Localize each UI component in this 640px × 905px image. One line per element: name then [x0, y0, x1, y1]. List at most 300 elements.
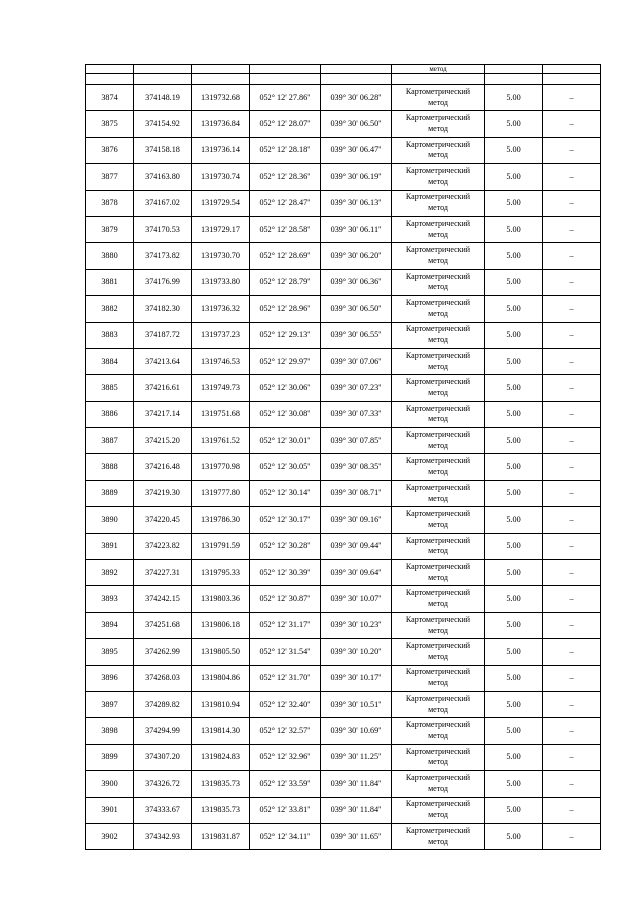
method-line-2: метод	[428, 572, 448, 582]
longitude-cell: 039° 30' 09.64"	[321, 560, 392, 586]
accuracy-cell: 5.00	[485, 322, 543, 348]
method-cell	[392, 401, 485, 427]
method-line-1: Картометрический	[405, 614, 471, 624]
latitude-cell: 052° 12' 28.47"	[250, 190, 321, 216]
point-number-cell: 3901	[86, 797, 134, 823]
method-cell: метод	[392, 65, 485, 74]
method-line-2: метод	[428, 493, 448, 503]
accuracy-cell: 5.00	[485, 296, 543, 322]
latitude-cell	[250, 65, 321, 74]
note-cell: –	[543, 164, 601, 190]
note-cell: –	[543, 533, 601, 559]
note-cell: –	[543, 612, 601, 638]
blank-cell	[543, 74, 601, 85]
point-number-cell: 3886	[86, 401, 134, 427]
blank-cell	[485, 74, 543, 85]
latitude-cell: 052° 12' 28.79"	[250, 269, 321, 295]
longitude-cell: 039° 30' 10.20"	[321, 639, 392, 665]
method-line-2: метод	[428, 836, 448, 846]
method-cell	[392, 322, 485, 348]
table-row	[86, 269, 601, 295]
method-cell	[392, 533, 485, 559]
method-line-1: Картометрический	[405, 746, 471, 756]
method-line-2: метод	[428, 335, 448, 345]
longitude-cell: 039° 30' 11.84"	[321, 797, 392, 823]
method-line-2: метод	[428, 651, 448, 661]
method-cell	[392, 85, 485, 111]
latitude-cell: 052° 12' 32.96"	[250, 744, 321, 770]
note-cell: –	[543, 797, 601, 823]
x-coordinate-cell: 374251.68	[134, 612, 192, 638]
method-line-2: метод	[428, 124, 448, 134]
method-cell	[392, 507, 485, 533]
longitude-cell: 039° 30' 08.71"	[321, 480, 392, 506]
method-cell	[392, 612, 485, 638]
longitude-cell: 039° 30' 06.36"	[321, 269, 392, 295]
longitude-cell: 039° 30' 10.69"	[321, 718, 392, 744]
point-number-cell: 3877	[86, 164, 134, 190]
latitude-cell: 052° 12' 30.08"	[250, 401, 321, 427]
latitude-cell: 052° 12' 30.87"	[250, 586, 321, 612]
y-coordinate-cell: 1319835.73	[192, 771, 250, 797]
point-number-cell: 3896	[86, 665, 134, 691]
latitude-cell: 052° 12' 28.96"	[250, 296, 321, 322]
accuracy-cell: 5.00	[485, 507, 543, 533]
method-cell	[392, 639, 485, 665]
method-cell	[392, 269, 485, 295]
y-coordinate-cell: 1319736.14	[192, 137, 250, 163]
accuracy-cell: 5.00	[485, 797, 543, 823]
longitude-cell: 039° 30' 11.65"	[321, 823, 392, 849]
table-row	[86, 216, 601, 242]
note-cell: –	[543, 771, 601, 797]
table-row	[86, 507, 601, 533]
latitude-cell: 052° 12' 30.05"	[250, 454, 321, 480]
method-line-1: Картометрический	[405, 535, 471, 545]
accuracy-cell: 5.00	[485, 137, 543, 163]
latitude-cell: 052° 12' 30.01"	[250, 428, 321, 454]
point-number-cell: 3875	[86, 111, 134, 137]
accuracy-cell: 5.00	[485, 216, 543, 242]
accuracy-cell: 5.00	[485, 428, 543, 454]
table-row	[86, 296, 601, 322]
method-line-1: Картометрический	[405, 113, 471, 123]
y-coordinate-cell: 1319733.80	[192, 269, 250, 295]
method-cell	[392, 296, 485, 322]
method-line-2: метод	[428, 256, 448, 266]
table-row	[86, 533, 601, 559]
note-cell: –	[543, 296, 601, 322]
longitude-cell: 039° 30' 10.23"	[321, 612, 392, 638]
note-cell: –	[543, 401, 601, 427]
note-cell: –	[543, 243, 601, 269]
longitude-cell: 039° 30' 06.47"	[321, 137, 392, 163]
longitude-cell: 039° 30' 09.16"	[321, 507, 392, 533]
point-number-cell: 3888	[86, 454, 134, 480]
longitude-cell: 039° 30' 07.33"	[321, 401, 392, 427]
x-coordinate-cell: 374223.82	[134, 533, 192, 559]
blank-cell	[321, 74, 392, 85]
y-coordinate-cell: 1319791.59	[192, 533, 250, 559]
method-line-2: метод	[428, 282, 448, 292]
longitude-cell: 039° 30' 09.44"	[321, 533, 392, 559]
y-coordinate-cell: 1319761.52	[192, 428, 250, 454]
method-line-1: Картометрический	[405, 773, 471, 783]
method-line-2: метод	[428, 599, 448, 609]
method-line-1: Картометрический	[405, 509, 471, 519]
accuracy-cell: 5.00	[485, 560, 543, 586]
blank-cell	[134, 74, 192, 85]
y-coordinate-cell: 1319730.70	[192, 243, 250, 269]
method-line-2: метод	[428, 625, 448, 635]
point-number-cell	[86, 65, 134, 74]
y-coordinate-cell: 1319749.73	[192, 375, 250, 401]
longitude-cell: 039° 30' 08.35"	[321, 454, 392, 480]
blank-cell	[250, 74, 321, 85]
method-line-1: Картометрический	[405, 218, 471, 228]
method-cell	[392, 560, 485, 586]
longitude-cell: 039° 30' 06.50"	[321, 111, 392, 137]
table-row	[86, 401, 601, 427]
table-row	[86, 823, 601, 849]
method-line-1: Картометрический	[405, 377, 471, 387]
method-line-2: метод	[428, 361, 448, 371]
table-row	[86, 586, 601, 612]
accuracy-cell	[485, 65, 543, 74]
accuracy-cell: 5.00	[485, 718, 543, 744]
x-coordinate-cell: 374294.99	[134, 718, 192, 744]
y-coordinate-cell: 1319746.53	[192, 348, 250, 374]
note-cell: –	[543, 348, 601, 374]
latitude-cell: 052° 12' 29.13"	[250, 322, 321, 348]
longitude-cell: 039° 30' 06.13"	[321, 190, 392, 216]
note-cell: –	[543, 269, 601, 295]
y-coordinate-cell: 1319737.23	[192, 322, 250, 348]
method-cell	[392, 823, 485, 849]
method-line-2: метод	[428, 519, 448, 529]
note-cell: –	[543, 375, 601, 401]
method-cell	[392, 190, 485, 216]
note-cell: –	[543, 560, 601, 586]
method-line-2: метод	[428, 440, 448, 450]
method-line-1: Картометрический	[405, 166, 471, 176]
point-number-cell: 3876	[86, 137, 134, 163]
note-cell: –	[543, 639, 601, 665]
table-row	[86, 348, 601, 374]
point-number-cell: 3890	[86, 507, 134, 533]
x-coordinate-cell: 374262.99	[134, 639, 192, 665]
table-row	[86, 718, 601, 744]
note-cell: –	[543, 454, 601, 480]
method-line-2: метод	[428, 308, 448, 318]
x-coordinate-cell: 374326.72	[134, 771, 192, 797]
x-coordinate-cell: 374176.99	[134, 269, 192, 295]
y-coordinate-cell: 1319770.98	[192, 454, 250, 480]
table-row	[86, 454, 601, 480]
blank-cell	[86, 74, 134, 85]
note-cell: –	[543, 85, 601, 111]
method-cell	[392, 243, 485, 269]
point-number-cell: 3874	[86, 85, 134, 111]
longitude-cell: 039° 30' 11.84"	[321, 771, 392, 797]
note-cell: –	[543, 691, 601, 717]
point-number-cell: 3887	[86, 428, 134, 454]
latitude-cell: 052° 12' 28.69"	[250, 243, 321, 269]
point-number-cell: 3895	[86, 639, 134, 665]
note-cell: –	[543, 137, 601, 163]
x-coordinate-cell: 374163.80	[134, 164, 192, 190]
method-cell	[392, 164, 485, 190]
y-coordinate-cell: 1319831.87	[192, 823, 250, 849]
method-line-2: метод	[428, 546, 448, 556]
accuracy-cell: 5.00	[485, 375, 543, 401]
method-line-1: Картометрический	[405, 667, 471, 677]
method-line-2: метод	[428, 810, 448, 820]
y-coordinate-cell: 1319729.54	[192, 190, 250, 216]
method-cell	[392, 718, 485, 744]
method-line-1: Картометрический	[405, 588, 471, 598]
latitude-cell: 052° 12' 28.18"	[250, 137, 321, 163]
y-coordinate-cell: 1319732.68	[192, 85, 250, 111]
latitude-cell: 052° 12' 30.14"	[250, 480, 321, 506]
method-line-1: Картометрический	[405, 271, 471, 281]
accuracy-cell: 5.00	[485, 586, 543, 612]
y-coordinate-cell: 1319786.30	[192, 507, 250, 533]
y-coordinate-cell: 1319824.83	[192, 744, 250, 770]
table-body	[86, 65, 601, 850]
point-number-cell: 3898	[86, 718, 134, 744]
y-coordinate-cell: 1319777.80	[192, 480, 250, 506]
point-number-cell: 3889	[86, 480, 134, 506]
longitude-cell: 039° 30' 06.20"	[321, 243, 392, 269]
note-cell: –	[543, 111, 601, 137]
method-line-1: Картометрический	[405, 350, 471, 360]
accuracy-cell: 5.00	[485, 533, 543, 559]
method-cell	[392, 137, 485, 163]
table-row	[86, 639, 601, 665]
latitude-cell: 052° 12' 32.40"	[250, 691, 321, 717]
y-coordinate-cell: 1319835.73	[192, 797, 250, 823]
table-row	[86, 612, 601, 638]
method-line-1: Картометрический	[405, 825, 471, 835]
method-cell	[392, 454, 485, 480]
method-cell	[392, 348, 485, 374]
latitude-cell: 052° 12' 31.17"	[250, 612, 321, 638]
x-coordinate-cell: 374148.19	[134, 85, 192, 111]
note-cell: –	[543, 507, 601, 533]
accuracy-cell: 5.00	[485, 111, 543, 137]
point-number-cell: 3881	[86, 269, 134, 295]
table-row	[86, 243, 601, 269]
point-number-cell: 3897	[86, 691, 134, 717]
x-coordinate-cell: 374219.30	[134, 480, 192, 506]
method-line-2: метод	[428, 203, 448, 213]
coordinates-table-page	[85, 64, 600, 850]
accuracy-cell: 5.00	[485, 823, 543, 849]
accuracy-cell: 5.00	[485, 454, 543, 480]
y-coordinate-cell: 1319729.17	[192, 216, 250, 242]
y-coordinate-cell: 1319814.30	[192, 718, 250, 744]
point-number-cell: 3899	[86, 744, 134, 770]
point-number-cell: 3900	[86, 771, 134, 797]
longitude-cell: 039° 30' 06.55"	[321, 322, 392, 348]
method-line-1: Картометрический	[405, 641, 471, 651]
x-coordinate-cell: 374187.72	[134, 322, 192, 348]
longitude-cell: 039° 30' 07.85"	[321, 428, 392, 454]
method-line-2: метод	[428, 678, 448, 688]
x-coordinate-cell: 374333.67	[134, 797, 192, 823]
latitude-cell: 052° 12' 30.28"	[250, 533, 321, 559]
blank-row	[86, 74, 601, 85]
method-line-1: Картометрический	[405, 482, 471, 492]
accuracy-cell: 5.00	[485, 269, 543, 295]
method-cell	[392, 111, 485, 137]
accuracy-cell: 5.00	[485, 691, 543, 717]
accuracy-cell: 5.00	[485, 348, 543, 374]
x-coordinate-cell: 374216.61	[134, 375, 192, 401]
note-cell: –	[543, 428, 601, 454]
latitude-cell: 052° 12' 34.11"	[250, 823, 321, 849]
point-number-cell: 3892	[86, 560, 134, 586]
longitude-cell: 039° 30' 10.17"	[321, 665, 392, 691]
note-cell: –	[543, 718, 601, 744]
x-coordinate-cell: 374216.48	[134, 454, 192, 480]
longitude-cell	[321, 65, 392, 74]
latitude-cell: 052° 12' 29.97"	[250, 348, 321, 374]
latitude-cell: 052° 12' 31.54"	[250, 639, 321, 665]
method-cell	[392, 428, 485, 454]
table-row	[86, 137, 601, 163]
x-coordinate-cell: 374342.93	[134, 823, 192, 849]
y-coordinate-cell: 1319806.18	[192, 612, 250, 638]
continuation-row	[86, 65, 601, 74]
method-line-2: метод	[428, 704, 448, 714]
note-cell: –	[543, 480, 601, 506]
method-line-2: метод	[428, 731, 448, 741]
note-cell: –	[543, 216, 601, 242]
method-line-1: Картометрический	[405, 456, 471, 466]
table-row	[86, 480, 601, 506]
longitude-cell: 039° 30' 07.23"	[321, 375, 392, 401]
accuracy-cell: 5.00	[485, 85, 543, 111]
point-number-cell: 3891	[86, 533, 134, 559]
table-row	[86, 322, 601, 348]
table-row	[86, 190, 601, 216]
coordinates-table	[85, 64, 601, 850]
method-line-1: Картометрический	[405, 799, 471, 809]
table-row	[86, 744, 601, 770]
method-cell	[392, 586, 485, 612]
longitude-cell: 039° 30' 06.28"	[321, 85, 392, 111]
method-cell	[392, 797, 485, 823]
x-cell	[134, 65, 192, 74]
method-line-2: метод	[428, 176, 448, 186]
method-cell	[392, 691, 485, 717]
x-coordinate-cell: 374242.15	[134, 586, 192, 612]
x-coordinate-cell: 374182.30	[134, 296, 192, 322]
point-number-cell: 3882	[86, 296, 134, 322]
longitude-cell: 039° 30' 06.11"	[321, 216, 392, 242]
method-line-2: метод	[428, 229, 448, 239]
latitude-cell: 052° 12' 30.06"	[250, 375, 321, 401]
method-line-1: Картометрический	[405, 298, 471, 308]
y-cell	[192, 65, 250, 74]
latitude-cell: 052° 12' 33.81"	[250, 797, 321, 823]
method-cell	[392, 771, 485, 797]
table-row	[86, 111, 601, 137]
latitude-cell: 052° 12' 28.58"	[250, 216, 321, 242]
accuracy-cell: 5.00	[485, 665, 543, 691]
method-line-1: Картометрический	[405, 324, 471, 334]
table-row	[86, 691, 601, 717]
point-number-cell: 3880	[86, 243, 134, 269]
latitude-cell: 052° 12' 31.70"	[250, 665, 321, 691]
table-row	[86, 375, 601, 401]
method-cell	[392, 480, 485, 506]
method-line-1: Картометрический	[405, 245, 471, 255]
latitude-cell: 052° 12' 30.17"	[250, 507, 321, 533]
method-cell	[392, 744, 485, 770]
note-cell: –	[543, 586, 601, 612]
point-number-cell: 3885	[86, 375, 134, 401]
latitude-cell: 052° 12' 28.36"	[250, 164, 321, 190]
x-coordinate-cell: 374307.20	[134, 744, 192, 770]
note-cell: –	[543, 823, 601, 849]
latitude-cell: 052° 12' 32.57"	[250, 718, 321, 744]
longitude-cell: 039° 30' 07.06"	[321, 348, 392, 374]
x-coordinate-cell: 374289.82	[134, 691, 192, 717]
longitude-cell: 039° 30' 06.19"	[321, 164, 392, 190]
x-coordinate-cell: 374170.53	[134, 216, 192, 242]
method-line-2: метод	[428, 467, 448, 477]
method-cell	[392, 216, 485, 242]
longitude-cell: 039° 30' 06.50"	[321, 296, 392, 322]
method-line-1: Картометрический	[405, 139, 471, 149]
table-row	[86, 560, 601, 586]
method-line-1: Картометрический	[405, 86, 471, 96]
x-coordinate-cell: 374167.02	[134, 190, 192, 216]
method-cell	[392, 665, 485, 691]
note-cell: –	[543, 190, 601, 216]
table-row	[86, 665, 601, 691]
table-row	[86, 797, 601, 823]
x-coordinate-cell: 374158.18	[134, 137, 192, 163]
accuracy-cell: 5.00	[485, 771, 543, 797]
method-line-1: Картометрический	[405, 429, 471, 439]
point-number-cell: 3884	[86, 348, 134, 374]
accuracy-cell: 5.00	[485, 480, 543, 506]
accuracy-cell: 5.00	[485, 164, 543, 190]
accuracy-cell: 5.00	[485, 243, 543, 269]
y-coordinate-cell: 1319810.94	[192, 691, 250, 717]
method-line-2: метод	[428, 783, 448, 793]
x-coordinate-cell: 374154.92	[134, 111, 192, 137]
y-coordinate-cell: 1319795.33	[192, 560, 250, 586]
note-cell: –	[543, 665, 601, 691]
longitude-cell: 039° 30' 10.07"	[321, 586, 392, 612]
method-line-1: Картометрический	[405, 403, 471, 413]
y-coordinate-cell: 1319736.32	[192, 296, 250, 322]
point-number-cell: 3878	[86, 190, 134, 216]
method-line-1: Картометрический	[405, 561, 471, 571]
accuracy-cell: 5.00	[485, 639, 543, 665]
latitude-cell: 052° 12' 30.39"	[250, 560, 321, 586]
method-line-1: Картометрический	[405, 693, 471, 703]
point-number-cell: 3894	[86, 612, 134, 638]
note-cell: –	[543, 322, 601, 348]
point-number-cell: 3879	[86, 216, 134, 242]
method-line-2: метод	[428, 757, 448, 767]
